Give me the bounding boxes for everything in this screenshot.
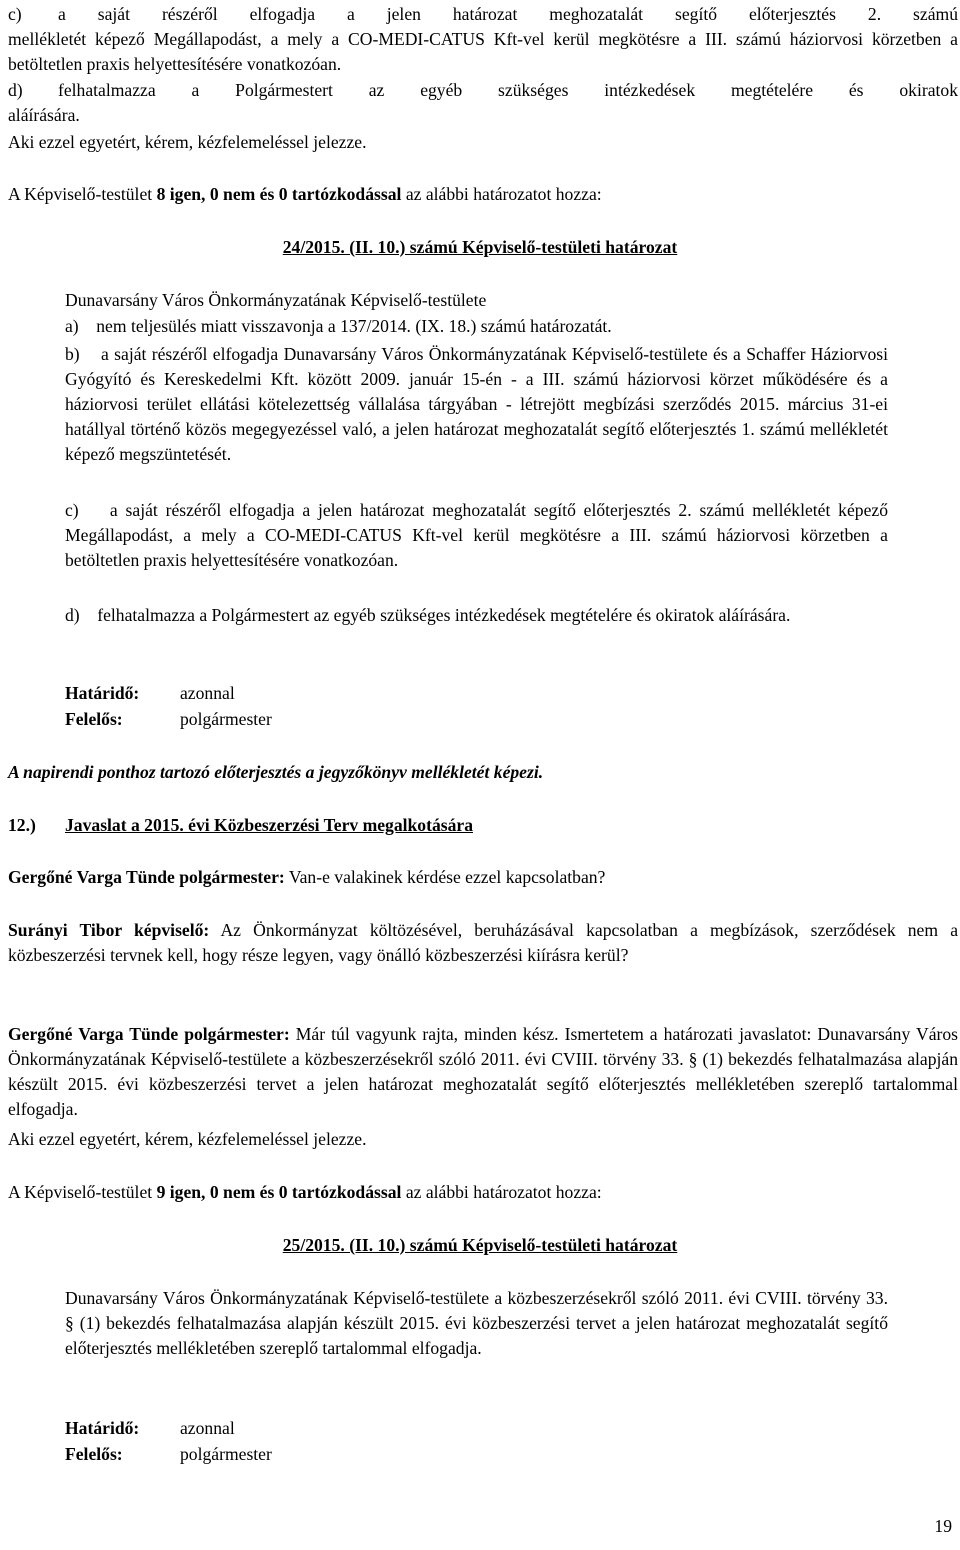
deadline-label: Határidő: <box>65 1418 140 1438</box>
top-item-c-label: c) <box>8 4 22 24</box>
speaker-name: Gergőné Varga Tünde polgármester: <box>8 867 285 887</box>
deadline-value: azonnal <box>180 1418 235 1438</box>
resolution-2-title <box>0 1233 960 1258</box>
vote-result-1 <box>8 182 958 207</box>
agenda-item-heading <box>8 813 958 838</box>
resolution-1-item-c: c) a saját részéről elfogadja a jelen határozat meghozatalát segítő előterjesztés 2. számú mellékletét képező Megállapodást, a mely a CO-MEDI-CATUS Kft-vel kerül megkötésre a III. számú háziorvosi körzetben a betöltetlen praxis helyettesítésére vonatkozóan. <box>65 500 888 570</box>
deadline-label: Határidő: <box>65 683 140 703</box>
discussion-entry <box>8 865 958 890</box>
resolution-1-intro: Dunavarsány Város Önkormányzatának Képviselő-testülete <box>65 290 487 310</box>
annex-note-text: A napirendi ponthoz tartozó előterjesztés a jegyzőkönyv mellékletét képezi. <box>8 762 544 782</box>
speaker-name: Surányi Tibor képviselő: <box>8 920 210 940</box>
vote-prefix: A Képviselő-testület <box>8 184 153 204</box>
vote-result-2 <box>8 1180 958 1205</box>
top-item-c-rest: mellékletét képező Megállapodást, a mely a CO-MEDI-CATUS Kft-vel kerül megkötésre a III. számú háziorvosi körzetben a betöltetlen praxis helyettesítésére vonatkozóan. <box>8 29 958 74</box>
vote-prefix: A Képviselő-testület <box>8 1182 153 1202</box>
resolution-1-item-b: b) a saját részéről elfogadja Dunavarsány Város Önkormányzatának Képviselő-testülete és a Schaffer Háziorvosi Gyógyító és Kereskedelmi Kft. között 2009. január 15-én - a III. számú háziorvosi körzet működésére és a háziorvosi terület ellátási kötelezettség vállalása tárgyában - létrejött megbízási szerződés 2015. március 31-ei hatállyal történő közös megegyezéssel való, a jelen határozat meghozatalát segítő előterjesztés 1. számú mellékletét képező megszüntetését. <box>65 344 888 464</box>
responsible-label: Felelős: <box>65 1444 123 1464</box>
vote-suffix: az alábbi határozatot hozza: <box>405 184 602 204</box>
hand-raise-request: Aki ezzel egyetért, kérem, kézfelemeléssel jelezze. <box>8 132 367 152</box>
responsible-value: polgármester <box>180 1444 272 1464</box>
resolution-2-text: Dunavarsány Város Önkormányzatának Képviselő-testülete a közbeszerzésekről szóló 2011. évi CVIII. törvény 33. § (1) bekezdés felhatalmazása alapján készült 2015. évi közbeszerzési tervet a jelen határozat meghozatalát segítő előterjesztés mellékletében szereplő tartalommal elfogadja. <box>65 1288 888 1358</box>
speaker-name: Gergőné Varga Tünde polgármester: <box>8 1024 290 1044</box>
vote-suffix: az alábbi határozatot hozza: <box>405 1182 602 1202</box>
top-item-c-text-first: a saját részéről elfogadja a jelen határozat meghozatalát segítő előterjesztés 2. számú <box>58 4 958 24</box>
agenda-number: 12.) <box>8 815 36 835</box>
responsible-value: polgármester <box>180 709 272 729</box>
top-item-d-text-first: felhatalmazza a Polgármestert az egyéb szükséges intézkedések megtételére és okiratok <box>58 80 958 100</box>
agenda-title: Javaslat a 2015. évi Közbeszerzési Terv megalkotására <box>65 815 474 835</box>
top-item-c-line1 <box>8 2 958 27</box>
resolution-1-title <box>0 235 960 260</box>
discussion-entry <box>8 918 958 968</box>
speech-text: Már túl vagyunk rajta, minden kész. Ismertetem a határozati javaslatot: Dunavarsány Város Önkormányzatának Képviselő-testülete a közbeszerzésekről szóló 2011. évi CVIII. törvény 33. § (1) bekezdés felhatalmazása alapján készült 2015. évi közbeszerzési tervet a jelen határozat meghozatalát segítő előterjesztés mellékletében szereplő tartalommal elfogadja. <box>8 1024 958 1119</box>
top-item-d-line1 <box>8 78 958 103</box>
speech-text: Van-e valakinek kérdése ezzel kapcsolatban? <box>284 867 606 887</box>
resolution-1-deadline <box>65 681 235 706</box>
annex-note <box>8 760 958 785</box>
resolution-1-item-d: d) felhatalmazza a Polgármestert az egyéb szükséges intézkedések megtételére és okiratok aláírására. <box>65 605 791 625</box>
resolution-1-title-text: 24/2015. (II. 10.) számú Képviselő-testületi határozat <box>282 237 678 257</box>
speech-text: Az Önkormányzat költözésével, beruházásával kapcsolatban a megbízások, szerződések nem a közbeszerzési tervnek kell, hogy része legyen, vagy önálló közbeszerzési kiírásra kerül? <box>8 920 959 965</box>
discussion-entry <box>8 1022 958 1122</box>
resolution-2-responsible <box>65 1442 272 1467</box>
resolution-2-title-text: 25/2015. (II. 10.) számú Képviselő-testületi határozat <box>282 1235 678 1255</box>
resolution-1-item-a: a) nem teljesülés miatt visszavonja a 137/2014. (IX. 18.) számú határozatát. <box>65 316 612 336</box>
deadline-value: azonnal <box>180 683 235 703</box>
top-item-d-label: d) <box>8 80 23 100</box>
vote-count: 8 igen, 0 nem és 0 tartózkodással <box>156 184 402 204</box>
resolution-1-responsible <box>65 707 272 732</box>
page-number: 19 <box>934 1516 952 1536</box>
top-item-d-rest: aláírására. <box>8 105 80 125</box>
responsible-label: Felelős: <box>65 709 123 729</box>
resolution-2-deadline <box>65 1416 235 1441</box>
hand-raise-request-2: Aki ezzel egyetért, kérem, kézfelemeléssel jelezze. <box>8 1129 367 1149</box>
vote-count: 9 igen, 0 nem és 0 tartózkodással <box>156 1182 402 1202</box>
